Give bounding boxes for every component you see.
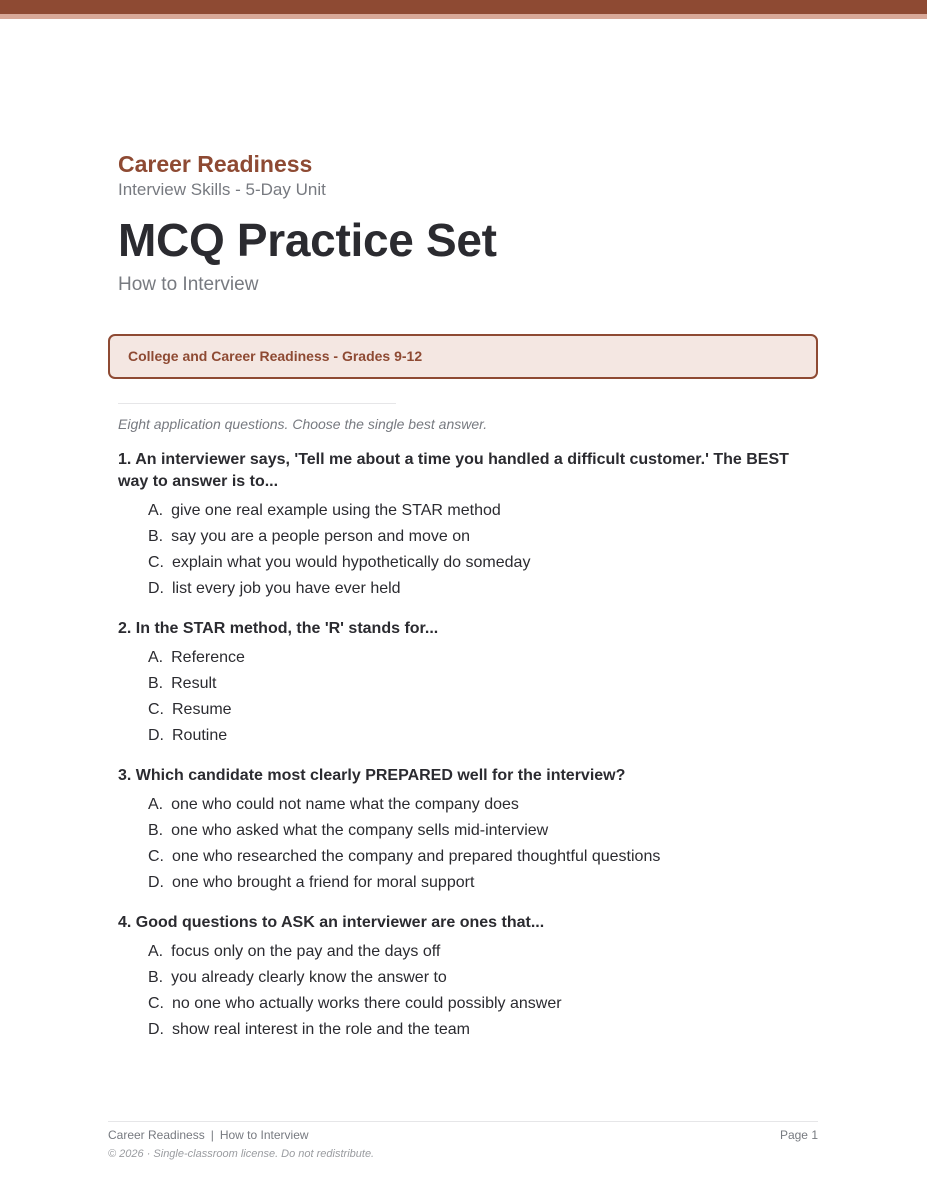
copyright-notice: © 2026 · Single-classroom license. Do not redistribute. [108, 1148, 375, 1160]
option-letter: C. [148, 554, 164, 571]
page-subtitle: How to Interview [118, 274, 259, 295]
option-b [148, 965, 808, 991]
option-a [148, 645, 808, 671]
footer-course [108, 1128, 309, 1142]
question-4 [118, 912, 808, 1043]
top-accent-stripe [0, 14, 927, 19]
instructions-text: Eight application questions. Choose the single best answer. [118, 416, 488, 432]
option-text: no one who actually works there could possibly answer [172, 995, 562, 1012]
question-list [118, 449, 808, 1059]
option-text: say you are a people person and move on [171, 528, 470, 545]
option-letter: A. [148, 943, 164, 960]
option-c [148, 844, 808, 870]
option-text: explain what you would hypothetically do someday [172, 554, 531, 571]
option-letter: A. [148, 796, 164, 813]
unit-label: Interview Skills - 5-Day Unit [118, 180, 326, 199]
option-text: list every job you have ever held [172, 580, 401, 597]
option-text: give one real example using the STAR method [171, 502, 501, 519]
question-text: 4. Good questions to ASK an interviewer are ones that... [118, 914, 545, 931]
page-number: Page 1 [779, 1128, 818, 1142]
question-text: 1. An interviewer says, 'Tell me about a time you handled a difficult customer.' The BEST way to answer is to... [118, 451, 789, 490]
option-text: Resume [172, 701, 232, 718]
option-d [148, 576, 808, 602]
option-a [148, 498, 808, 524]
option-b [148, 671, 808, 697]
option-list [118, 645, 808, 749]
question-1 [118, 449, 808, 602]
question-2 [118, 618, 808, 749]
option-b [148, 818, 808, 844]
footer-divider [108, 1121, 818, 1122]
option-letter: A. [148, 649, 164, 666]
option-list [118, 498, 808, 602]
footer-separator: | [210, 1128, 214, 1142]
option-letter: B. [148, 822, 164, 839]
option-text: one who asked what the company sells mid-interview [171, 822, 549, 839]
divider [118, 403, 396, 404]
option-c [148, 697, 808, 723]
option-text: Routine [172, 727, 228, 744]
option-letter: C. [148, 848, 164, 865]
option-a [148, 792, 808, 818]
option-text: Result [171, 675, 217, 692]
option-c [148, 550, 808, 576]
option-d [148, 1017, 808, 1043]
option-letter: D. [148, 1021, 164, 1038]
question-text: 2. In the STAR method, the 'R' stands for... [118, 620, 439, 637]
option-d [148, 870, 808, 896]
document-header [118, 150, 818, 297]
page-title: MCQ Practice Set [118, 214, 497, 266]
option-letter: B. [148, 969, 164, 986]
footer-topic: How to Interview [219, 1128, 309, 1142]
option-letter: B. [148, 528, 164, 545]
footer-subject: Career Readiness [108, 1128, 205, 1142]
option-text: show real interest in the role and the team [172, 1021, 470, 1038]
option-b [148, 524, 808, 550]
option-text: you already clearly know the answer to [171, 969, 447, 986]
option-list [118, 939, 808, 1043]
option-letter: D. [148, 874, 164, 891]
question-text: 3. Which candidate most clearly PREPARED well for the interview? [118, 767, 626, 784]
question-3 [118, 765, 808, 896]
option-d [148, 723, 808, 749]
option-text: one who could not name what the company does [171, 796, 519, 813]
option-text: focus only on the pay and the days off [171, 943, 441, 960]
option-list [118, 792, 808, 896]
option-text: one who researched the company and prepared thoughtful questions [172, 848, 661, 865]
option-letter: A. [148, 502, 164, 519]
top-accent-bar [0, 0, 927, 14]
standard-label: College and Career Readiness - Grades 9-12 [128, 348, 423, 364]
standard-banner [108, 334, 818, 379]
option-letter: B. [148, 675, 164, 692]
option-a [148, 939, 808, 965]
option-text: Reference [171, 649, 245, 666]
option-letter: C. [148, 995, 164, 1012]
option-letter: D. [148, 580, 164, 597]
option-text: one who brought a friend for moral support [172, 874, 475, 891]
option-c [148, 991, 808, 1017]
option-letter: D. [148, 727, 164, 744]
option-letter: C. [148, 701, 164, 718]
subject-label: Career Readiness [118, 151, 313, 177]
